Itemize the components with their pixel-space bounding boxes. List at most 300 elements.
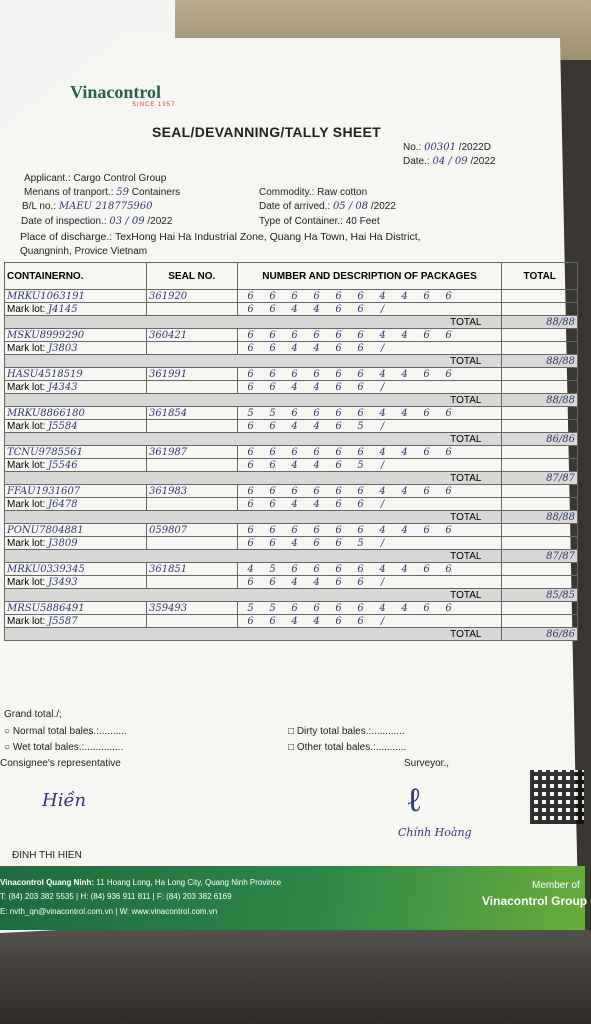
- package-count: 6: [357, 485, 364, 497]
- package-count: 5: [269, 602, 276, 614]
- applicant: Applicant.: Cargo Control Group: [24, 173, 167, 184]
- package-count: 6: [269, 290, 276, 302]
- package-count: 6: [445, 524, 452, 536]
- mark-total-cell: [502, 576, 578, 589]
- total-row: [5, 472, 578, 485]
- mark-count: /: [380, 303, 385, 315]
- package-count: 4: [401, 368, 408, 380]
- footer-address-text: 11 Hoang Long, Ha Long City, Quang Ninh Province: [96, 878, 282, 887]
- mark-count: 6: [247, 576, 254, 588]
- mark-counts: [237, 498, 502, 511]
- total-label: TOTAL: [5, 316, 502, 329]
- bl-label: B/L no.:: [22, 201, 57, 212]
- package-count: 6: [357, 407, 364, 419]
- mark-count: 4: [313, 459, 320, 471]
- package-count: 6: [269, 485, 276, 497]
- arrival-value: 05 / 08: [332, 201, 369, 212]
- wet-total-label: Wet total bales.:..............: [12, 742, 124, 753]
- row-total-cell: [502, 329, 578, 342]
- seal-number: 361987: [146, 446, 237, 459]
- footer-address: [0, 878, 281, 887]
- doc-date: [403, 156, 495, 167]
- row-total: 87/87: [502, 472, 578, 485]
- row-total-cell: [502, 407, 578, 420]
- container-type: Type of Container.: 40 Feet: [259, 216, 380, 227]
- bl-number: [22, 201, 153, 212]
- mark-lot: [5, 420, 147, 433]
- mark-lot-row: [5, 537, 578, 550]
- package-count: 4: [379, 524, 386, 536]
- package-count: 6: [357, 524, 364, 536]
- package-count: 6: [291, 368, 298, 380]
- package-count: 6: [247, 368, 254, 380]
- mark-count: /: [380, 459, 385, 471]
- discharge-line2: Quangninh, Provice Vietnam: [20, 246, 148, 257]
- package-count: 6: [335, 290, 342, 302]
- total-label: TOTAL: [5, 550, 502, 563]
- package-count: 4: [401, 407, 408, 419]
- normal-total: ○ Normal total bales.:..........: [4, 726, 127, 737]
- doc-number-value: 00301: [424, 142, 456, 153]
- seal-number: 361851: [146, 563, 237, 576]
- mark-counts: [237, 420, 502, 433]
- discharge-line1: Place of discharge.: TexHong Hai Ha Industrial Zone, Quang Ha Town, Hai Ha District,: [20, 231, 421, 243]
- package-count: 4: [379, 602, 386, 614]
- package-count: 6: [357, 563, 364, 575]
- mark-lot: [5, 381, 147, 394]
- mark-counts: [237, 459, 502, 472]
- mark-counts: [237, 381, 502, 394]
- total-label: TOTAL: [5, 472, 502, 485]
- table-row: [5, 446, 578, 459]
- mark-seal-cell: [146, 615, 237, 628]
- mark-seal-cell: [146, 381, 237, 394]
- container-number: FFAU1931607: [5, 485, 147, 498]
- package-count: 6: [291, 329, 298, 341]
- mark-count: 6: [357, 342, 364, 354]
- mark-count: 6: [247, 303, 254, 315]
- package-count: 6: [313, 290, 320, 302]
- mark-lot-row: [5, 303, 578, 316]
- package-counts: [237, 485, 502, 498]
- row-total: 86/86: [502, 433, 578, 446]
- bl-value: MAEU 218775960: [58, 201, 153, 212]
- mark-count: 6: [335, 576, 342, 588]
- row-total-cell: [502, 524, 578, 537]
- inspection-date: [21, 216, 172, 227]
- package-count: 4: [379, 368, 386, 380]
- mark-count: 6: [247, 459, 254, 471]
- mark-count: 6: [269, 459, 276, 471]
- mark-lot-value: J4343: [48, 381, 78, 393]
- table-row: [5, 524, 578, 537]
- mark-count: 6: [247, 537, 254, 549]
- surveyor-initials-mark: ℓ: [406, 780, 423, 820]
- seal-number: 059807: [146, 524, 237, 537]
- package-count: 4: [401, 446, 408, 458]
- package-count: 4: [379, 290, 386, 302]
- mark-lot-value: J3493: [48, 576, 78, 588]
- package-count: 6: [269, 368, 276, 380]
- package-count: 6: [247, 290, 254, 302]
- surveyor-signature: Chính Hoàng: [398, 826, 472, 839]
- mark-lot-row: [5, 342, 578, 355]
- mark-lot-label: Mark lot:: [7, 537, 46, 549]
- mark-count: 6: [357, 498, 364, 510]
- mark-count: 6: [357, 303, 364, 315]
- package-counts: [237, 290, 502, 303]
- footer-band: [0, 866, 588, 930]
- package-count: 6: [269, 446, 276, 458]
- package-count: 5: [269, 563, 276, 575]
- table-row: [5, 563, 578, 576]
- table-row: [5, 290, 578, 303]
- mark-counts: [237, 576, 502, 589]
- total-row: [5, 433, 578, 446]
- package-count: 5: [247, 407, 254, 419]
- mark-lot: [5, 498, 147, 511]
- mark-count: 6: [269, 420, 276, 432]
- mark-lot-label: Mark lot:: [7, 576, 46, 588]
- total-row: [5, 316, 578, 329]
- package-count: 6: [357, 329, 364, 341]
- total-row: [5, 355, 578, 368]
- package-count: 6: [445, 290, 452, 302]
- mark-lot: [5, 576, 147, 589]
- mark-count: 5: [357, 459, 364, 471]
- mark-total-cell: [502, 303, 578, 316]
- package-count: 6: [269, 329, 276, 341]
- mark-seal-cell: [146, 303, 237, 316]
- footer-emails: E: nvth_qn@vinacontrol.com.vn | W: www.vinacontrol.com.vn: [0, 907, 218, 916]
- package-count: 6: [445, 446, 452, 458]
- package-count: 6: [445, 563, 452, 575]
- tally-table: [4, 262, 578, 641]
- package-count: 6: [445, 329, 452, 341]
- package-count: 6: [247, 329, 254, 341]
- mark-lot: [5, 537, 147, 550]
- package-count: 6: [423, 524, 430, 536]
- package-count: 6: [269, 524, 276, 536]
- table-row: [5, 329, 578, 342]
- package-count: 6: [445, 368, 452, 380]
- mark-count: 6: [247, 342, 254, 354]
- package-counts: [237, 446, 502, 459]
- mark-count: 4: [313, 420, 320, 432]
- mark-count: 6: [269, 342, 276, 354]
- mark-lot-value: J3803: [48, 342, 78, 354]
- package-count: 6: [247, 446, 254, 458]
- mark-count: 4: [291, 342, 298, 354]
- package-count: 4: [401, 485, 408, 497]
- row-total-cell: [502, 563, 578, 576]
- total-row: [5, 394, 578, 407]
- mark-count: 6: [335, 537, 342, 549]
- mark-count: /: [380, 498, 385, 510]
- total-row: [5, 550, 578, 563]
- package-count: 4: [401, 602, 408, 614]
- mark-count: 6: [335, 342, 342, 354]
- mark-count: 6: [313, 537, 320, 549]
- row-total: 86/86: [502, 628, 578, 641]
- package-count: 6: [335, 407, 342, 419]
- doc-number-suffix: /2022D: [458, 142, 491, 153]
- total-label: TOTAL: [5, 394, 502, 407]
- container-number: MRKU0339345: [5, 563, 147, 576]
- package-count: 6: [313, 485, 320, 497]
- row-total-cell: [502, 602, 578, 615]
- col-container: CONTAINERNO.: [5, 263, 147, 290]
- package-count: 4: [401, 329, 408, 341]
- package-count: 6: [335, 368, 342, 380]
- mark-count: 4: [291, 381, 298, 393]
- mark-count: 6: [269, 303, 276, 315]
- mark-lot: [5, 342, 147, 355]
- mark-count: 6: [335, 615, 342, 627]
- mark-count: 4: [291, 459, 298, 471]
- seal-number: 361983: [146, 485, 237, 498]
- package-count: 5: [247, 602, 254, 614]
- mark-seal-cell: [146, 576, 237, 589]
- doc-number: [403, 142, 491, 153]
- mark-count: 6: [335, 498, 342, 510]
- package-count: 4: [401, 290, 408, 302]
- package-count: 6: [357, 290, 364, 302]
- table-row: [5, 368, 578, 381]
- mark-count: 4: [313, 342, 320, 354]
- footer-phones: T: (84) 203 382 5535 | H: (84) 936 911 811 | F: (84) 203 382 6169: [0, 892, 232, 901]
- mark-count: 6: [269, 381, 276, 393]
- row-total: 85/85: [502, 589, 578, 602]
- doc-date-suffix: /2022: [470, 156, 496, 167]
- package-count: 6: [291, 446, 298, 458]
- mark-total-cell: [502, 381, 578, 394]
- package-counts: [237, 602, 502, 615]
- package-count: 6: [291, 407, 298, 419]
- package-count: 6: [335, 329, 342, 341]
- package-count: 6: [335, 446, 342, 458]
- mark-count: 6: [269, 615, 276, 627]
- package-count: 6: [423, 563, 430, 575]
- inspection-label: Date of inspection.:: [21, 216, 107, 227]
- table-row: [5, 602, 578, 615]
- package-count: 6: [423, 446, 430, 458]
- total-label: TOTAL: [5, 511, 502, 524]
- mark-count: 6: [247, 381, 254, 393]
- mark-lot-label: Mark lot:: [7, 381, 46, 393]
- grand-total: Grand total./;: [4, 709, 62, 720]
- arrival-date: [259, 201, 396, 212]
- mark-lot-label: Mark lot:: [7, 459, 46, 471]
- mark-count: /: [380, 381, 385, 393]
- mark-counts: [237, 303, 502, 316]
- package-count: 6: [357, 368, 364, 380]
- mark-lot-row: [5, 576, 578, 589]
- package-count: 6: [335, 602, 342, 614]
- package-count: 4: [379, 407, 386, 419]
- package-count: 4: [401, 563, 408, 575]
- row-total: 88/88: [502, 355, 578, 368]
- package-count: 6: [291, 563, 298, 575]
- package-count: 6: [335, 524, 342, 536]
- doc-date-value: 04 / 09: [432, 156, 468, 167]
- mark-counts: [237, 342, 502, 355]
- other-total: □ Other total bales.:...........: [288, 742, 407, 753]
- package-count: 6: [445, 602, 452, 614]
- document-title: SEAL/DEVANNING/TALLY SHEET: [152, 124, 381, 140]
- row-total-cell: [502, 368, 578, 381]
- other-total-label: Other total bales.:...........: [296, 742, 407, 753]
- mark-total-cell: [502, 459, 578, 472]
- mark-lot-value: J5584: [48, 420, 78, 432]
- mark-count: /: [380, 420, 385, 432]
- dirty-total: □ Dirty total bales.:............: [288, 726, 405, 737]
- means-label: Menans of tranport.:: [24, 187, 114, 198]
- mark-total-cell: [502, 498, 578, 511]
- package-count: 6: [445, 485, 452, 497]
- mark-count: 6: [247, 498, 254, 510]
- consignee-name: ĐINH THI HIEN: [12, 850, 82, 861]
- container-number: HASU4518519: [5, 368, 147, 381]
- means-value: 59: [116, 187, 130, 198]
- qr-code-icon: [530, 770, 584, 824]
- mark-count: 6: [269, 576, 276, 588]
- package-count: 6: [247, 524, 254, 536]
- mark-lot-row: [5, 615, 578, 628]
- mark-lot-value: J5546: [48, 459, 78, 471]
- dirty-total-label: Dirty total bales.:............: [296, 726, 405, 737]
- seal-number: 360421: [146, 329, 237, 342]
- package-count: 4: [247, 563, 254, 575]
- means-of-transport: [24, 187, 180, 198]
- consignee-signature: Hiền: [42, 790, 87, 811]
- container-number: MRKU1063191: [5, 290, 147, 303]
- mark-lot-label: Mark lot:: [7, 615, 46, 627]
- mark-seal-cell: [146, 537, 237, 550]
- seal-number: 359493: [146, 602, 237, 615]
- mark-count: 6: [335, 459, 342, 471]
- mark-counts: [237, 615, 502, 628]
- mark-count: 4: [313, 615, 320, 627]
- package-count: 6: [313, 602, 320, 614]
- table-header: [5, 263, 578, 290]
- package-count: 6: [313, 446, 320, 458]
- seal-number: 361920: [146, 290, 237, 303]
- doc-number-label: No.:: [403, 142, 422, 153]
- package-count: 6: [291, 524, 298, 536]
- package-count: 6: [423, 407, 430, 419]
- package-count: 6: [313, 563, 320, 575]
- normal-total-label: Normal total bales.:..........: [12, 726, 127, 737]
- package-count: 6: [423, 329, 430, 341]
- container-number: MRSU5886491: [5, 602, 147, 615]
- package-counts: [237, 407, 502, 420]
- commodity: Commodity.: Raw cotton: [259, 187, 368, 198]
- footer-office: Vinacontrol Quang Ninh:: [0, 878, 95, 887]
- col-packages: NUMBER AND DESCRIPTION OF PACKAGES: [237, 263, 502, 290]
- mark-count: 4: [291, 420, 298, 432]
- row-total: 88/88: [502, 316, 578, 329]
- mark-count: 4: [313, 498, 320, 510]
- footer-member: Member of: [532, 880, 580, 891]
- mark-count: 6: [247, 420, 254, 432]
- mark-seal-cell: [146, 420, 237, 433]
- mark-lot-label: Mark lot:: [7, 498, 46, 510]
- package-count: 4: [379, 446, 386, 458]
- row-total: 87/87: [502, 550, 578, 563]
- package-count: 6: [291, 290, 298, 302]
- mark-lot-label: Mark lot:: [7, 342, 46, 354]
- mark-count: 4: [291, 498, 298, 510]
- package-count: 4: [379, 329, 386, 341]
- row-total-cell: [502, 446, 578, 459]
- footer-group: Vinacontrol Group: [482, 894, 588, 908]
- mark-count: 6: [247, 615, 254, 627]
- mark-count: /: [380, 576, 385, 588]
- package-count: 6: [423, 368, 430, 380]
- mark-lot: [5, 459, 147, 472]
- mark-count: /: [380, 342, 385, 354]
- package-count: 4: [401, 524, 408, 536]
- total-label: TOTAL: [5, 628, 502, 641]
- arrival-label: Date of arrived.:: [259, 201, 331, 212]
- mark-count: 6: [335, 420, 342, 432]
- package-counts: [237, 524, 502, 537]
- package-count: 6: [445, 407, 452, 419]
- mark-counts: [237, 537, 502, 550]
- package-count: 4: [379, 485, 386, 497]
- package-count: 5: [269, 407, 276, 419]
- means-suffix: Containers: [131, 187, 181, 198]
- mark-lot-value: J4145: [48, 303, 78, 315]
- container-number: MSKU8999290: [5, 329, 147, 342]
- package-counts: [237, 563, 502, 576]
- mark-count: 6: [335, 303, 342, 315]
- package-count: 6: [357, 446, 364, 458]
- package-count: 6: [291, 602, 298, 614]
- mark-lot-row: [5, 381, 578, 394]
- mark-count: 5: [357, 537, 364, 549]
- package-count: 6: [313, 329, 320, 341]
- seal-number: 361991: [146, 368, 237, 381]
- package-count: 6: [313, 407, 320, 419]
- package-count: 6: [423, 290, 430, 302]
- package-count: 6: [335, 485, 342, 497]
- mark-lot: [5, 615, 147, 628]
- col-total: TOTAL: [502, 263, 578, 290]
- mark-lot-row: [5, 459, 578, 472]
- package-count: 6: [247, 485, 254, 497]
- mark-seal-cell: [146, 498, 237, 511]
- mark-count: /: [380, 537, 385, 549]
- mark-count: 6: [357, 615, 364, 627]
- wet-total: ○ Wet total bales.:..............: [4, 742, 124, 753]
- package-count: 6: [357, 602, 364, 614]
- mark-count: 6: [357, 576, 364, 588]
- mark-count: 6: [335, 381, 342, 393]
- doc-date-label: Date.:: [403, 156, 430, 167]
- surveyor-label: Surveyor.,: [404, 758, 450, 769]
- mark-count: 6: [269, 498, 276, 510]
- mark-count: 4: [291, 303, 298, 315]
- row-total-cell: [502, 290, 578, 303]
- col-seal: SEAL NO.: [146, 263, 237, 290]
- mark-count: 6: [269, 537, 276, 549]
- table-row: [5, 407, 578, 420]
- mark-count: 4: [313, 303, 320, 315]
- mark-total-cell: [502, 342, 578, 355]
- mark-lot-row: [5, 498, 578, 511]
